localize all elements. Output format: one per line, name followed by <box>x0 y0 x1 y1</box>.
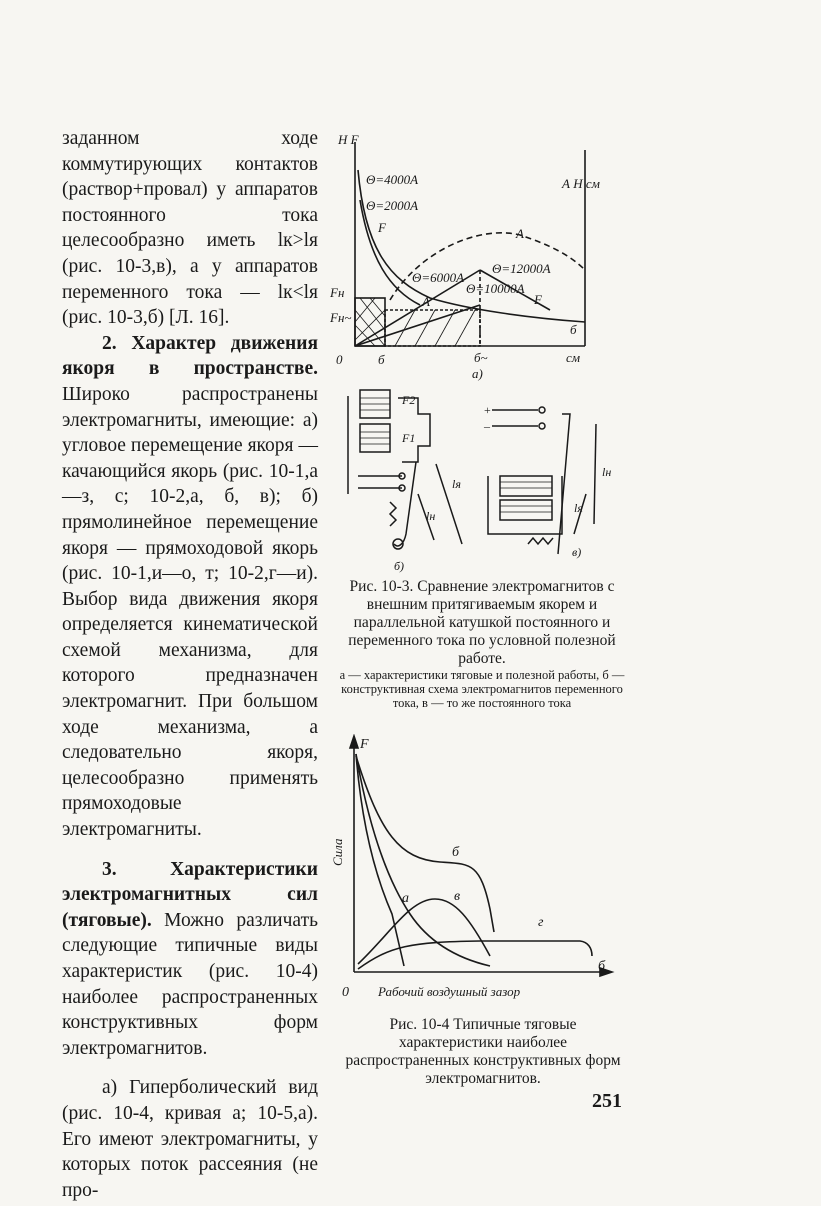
section-2-text: Широко распространены электромагниты, имеющие: а) угловое перемещение якоря — качающийся якорь (рис. 10-1,а—з, с; 10-2,а, б, в); б) прямолинейное перемещение якоря — прямоходовой якорь (рис. 10-1,и—о, т; 10-2,г—и). Выбор вида движения якоря определяется кинематической схемой механизма, для которого предназначен электромагнит. При большом ходе механизма, а следовательно якоря, целесообразно применять прямоходовые электромагниты. <box>62 383 318 841</box>
fig3-panel-b: б) <box>394 559 405 573</box>
section-3-heading: 3. Характеристики электромагнитных сил (тяговые). <box>62 858 318 931</box>
fig3-label-minus: – <box>484 419 490 433</box>
fig3-label-theta12000: Θ=12000А <box>492 261 551 276</box>
figure-10-3-subcaption: а — характеристики тяговые и полезной работы, б — конструктивная схема электромагнитов переменного тока, в — то же постоянного тока <box>339 668 625 710</box>
fig3-label-theta2000: Θ=2000А <box>366 198 419 213</box>
fig3-label-a-upper: А <box>516 226 524 241</box>
figure-10-3a-diagram <box>330 130 620 390</box>
fig3-label-fh: Fн <box>330 285 345 300</box>
fig3-panel-a: а) <box>472 366 483 381</box>
fig3-label-theta6000: Θ=6000А <box>412 270 465 285</box>
fig4-label-v: в <box>454 889 461 904</box>
fig4-label-b: б <box>452 845 460 860</box>
paragraph-3 <box>62 857 318 1062</box>
fig3-label-plus: + <box>484 403 491 417</box>
paragraph-4: а) Гиперболический вид (рис. 10-4, кривая а; 10-5,а). Его имеют электромагниты, у которых поток рассеяния (не про- <box>62 1077 318 1201</box>
section-3-text: Можно различать следующие типичные виды характеристик (рис. 10-4) наиболее распространенных конструктивных форм электромагнитов. <box>62 909 318 1059</box>
fig4-label-a: а <box>402 891 409 906</box>
fig3-label-f2: F2 <box>402 393 416 407</box>
fig4-label-f: F <box>360 737 369 752</box>
fig3-label-theta4000: Θ=4000А <box>366 172 419 187</box>
figure-10-4-chart <box>330 734 620 1002</box>
paragraph-1: заданном ходе коммутирующих контактов (раствор+провал) у аппаратов постоянного тока целесообразно иметь lк>lя (рис. 10-3,в), а у аппаратов переменного тока — lк<lя (рис. 10-3,б) [Л. 16]. <box>62 128 318 329</box>
fig3-label-fh2: Fн~ <box>330 310 352 325</box>
fig4-label-zero: 0 <box>342 985 349 1000</box>
fig3-label-lya-b: lя <box>452 477 461 491</box>
fig3-label-zero: 0 <box>336 352 343 367</box>
fig3-label-f: F <box>378 220 386 235</box>
fig4-label-y: Сила <box>330 838 345 866</box>
fig3-label-cm: см <box>566 350 581 365</box>
paragraph-2 <box>62 331 318 843</box>
fig3-label-ln-v: lн <box>602 465 612 479</box>
fig3-label-delta: б <box>378 352 385 367</box>
fig4-label-x: Рабочий воздушный зазор <box>378 984 521 999</box>
figure-10-3-caption: Рис. 10-3. Сравнение электромагнитов с внешним притягиваемым якорем и параллельной катушкой постоянного и переменного тока по условной полезной работе. <box>348 578 616 667</box>
fig3-label-a-lower: А <box>422 294 430 309</box>
fig3-label-delta-tilde: б~ <box>474 350 488 365</box>
fig3-label-hf: H F <box>338 132 359 147</box>
fig3-label-f-right: F <box>534 292 542 307</box>
fig3-label-f1: F1 <box>402 431 416 445</box>
page-number: 251 <box>592 1090 622 1112</box>
fig3-label-ln-b: lн <box>426 509 436 523</box>
fig4-label-delta: б <box>598 959 606 974</box>
fig4-label-g: г <box>538 915 544 930</box>
fig3-label-lya-v: lя <box>574 501 583 515</box>
section-2-heading: 2. Характер движения якоря в пространстве. <box>62 332 318 380</box>
fig3-label-theta10000: Θ=10000А <box>466 281 525 296</box>
fig3-label-hcm: А Н см <box>562 176 600 191</box>
figure-10-3bv-diagram <box>338 384 628 574</box>
fig3-panel-v: в) <box>572 545 582 559</box>
fig3-label-delta-right: б <box>570 322 577 337</box>
figure-10-4-caption: Рис. 10-4 Типичные тяговые характеристики наиболее распространенных конструктивных форм электромагнитов. <box>345 1016 621 1087</box>
body-text-column <box>62 126 318 1203</box>
